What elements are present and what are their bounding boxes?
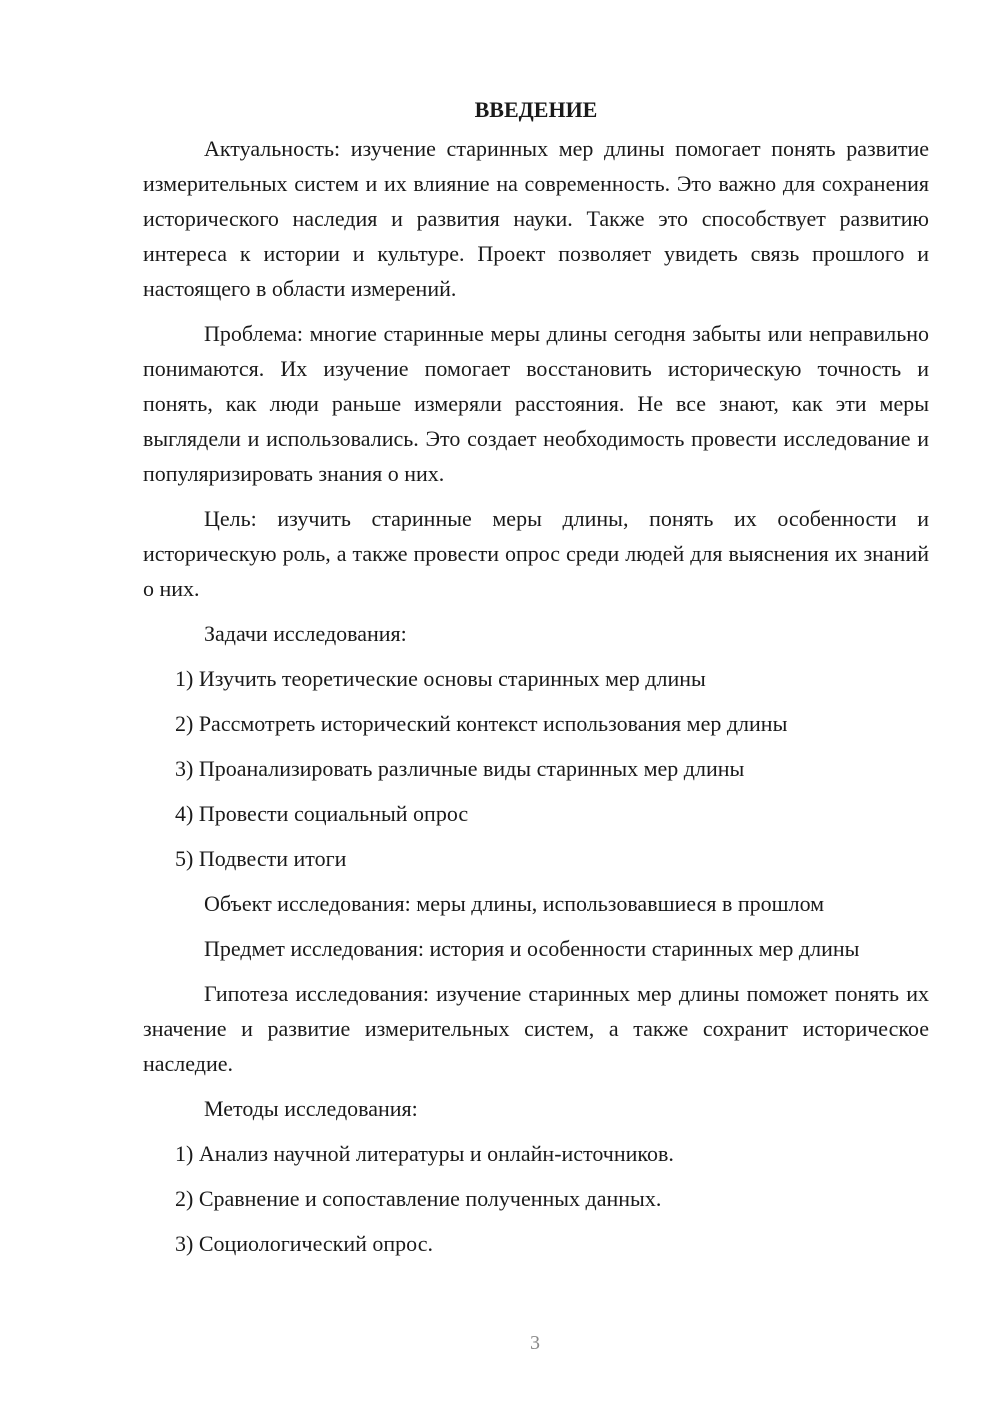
list-item: 1) Анализ научной литературы и онлайн-источников. — [175, 1141, 674, 1166]
methods-label: Методы исследования: — [204, 1096, 418, 1121]
list-item: 3) Социологический опрос. — [175, 1231, 433, 1256]
problem-paragraph: Проблема: многие старинные меры длины сегодня забыты или неправильно понимаются. Их изучение помогает восстановить историческую точность и понять, как люди раньше измеряли расстояния. Не все знают, как эти меры выглядели и использовались. Это создает необходимость провести исследование и популяризировать знания о них. — [143, 321, 929, 486]
list-item: 1) Изучить теоретические основы старинных мер длины — [175, 666, 706, 691]
relevance-paragraph: Актуальность: изучение старинных мер длины помогает понять развитие измерительных систем и их влияние на современность. Это важно для сохранения исторического наследия и развития науки. Также это способствует развитию интереса к истории и культуре. Проект позволяет увидеть связь прошлого и настоящего в области измерений. — [143, 136, 929, 301]
page-number: 3 — [530, 1332, 540, 1354]
list-item: 4) Провести социальный опрос — [175, 801, 469, 826]
hypothesis-paragraph: Гипотеза исследования: изучение старинных мер длины поможет понять их значение и развитие измерительных систем, а также сохранит историческое наследие. — [143, 981, 929, 1076]
list-item: 2) Рассмотреть исторический контекст использования мер длины — [175, 711, 788, 736]
tasks-list — [143, 661, 929, 876]
methods-list — [143, 1136, 929, 1261]
list-item: 5) Подвести итоги — [175, 846, 347, 871]
list-item: 2) Сравнение и сопоставление полученных данных. — [175, 1186, 662, 1211]
goal-paragraph: Цель: изучить старинные меры длины, понять их особенности и историческую роль, а также провести опрос среди людей для выяснения их знаний о них. — [143, 506, 929, 601]
object-line: Объект исследования: меры длины, использовавшиеся в прошлом — [204, 891, 825, 916]
section-heading: ВВЕДЕНИЕ — [474, 97, 598, 122]
list-item: 3) Проанализировать различные виды старинных мер длины — [175, 756, 745, 781]
subject-paragraph: Предмет исследования: история и особенности старинных мер длины — [204, 936, 860, 961]
tasks-label: Задачи исследования: — [204, 621, 407, 646]
document-page — [143, 92, 929, 1271]
